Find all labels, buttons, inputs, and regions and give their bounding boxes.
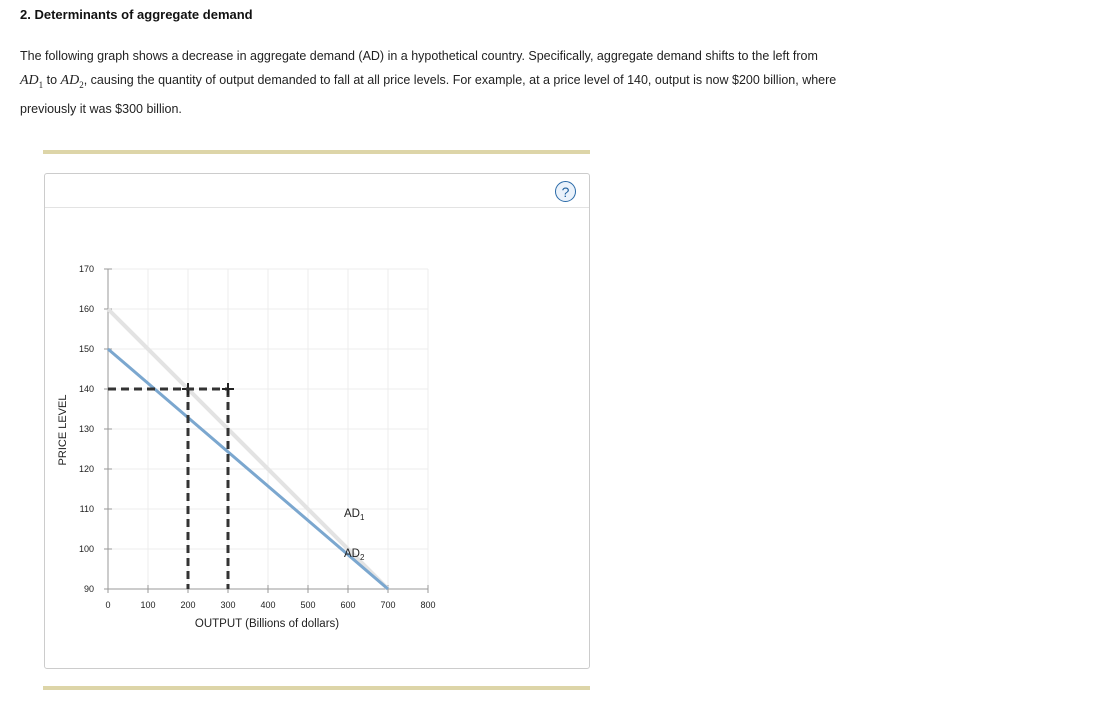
- y-tick-label: 140: [78, 384, 94, 394]
- x-tick-label: 500: [300, 600, 316, 610]
- grid-layer: [108, 269, 428, 589]
- question-text: [20, 44, 1080, 121]
- series-label-ad2: $AD_2$: [344, 548, 365, 562]
- x-tick-label: 600: [340, 600, 356, 610]
- ad-chart: [45, 174, 589, 668]
- help-button[interactable]: ?: [555, 181, 576, 202]
- series-label-ad1: $AD_1$: [344, 508, 365, 522]
- x-tick-label: 400: [260, 600, 276, 610]
- graph-panel: [44, 173, 590, 669]
- y-tick-label: 160: [78, 304, 94, 314]
- question-text-line3: previously it was $300 billion.: [20, 101, 182, 116]
- top-rule: [43, 150, 590, 154]
- ad1-symbol: $AD_1$: [20, 73, 44, 90]
- x-axis-title: OUTPUT (Billions of dollars): [194, 618, 340, 630]
- y-tick-label: 130: [78, 424, 94, 434]
- ad2-symbol: $AD_2$: [60, 73, 84, 90]
- question-text-line2: , causing the quantity of output demanded to fall at all price levels. For example, at a price level of 140, output is now $200 billion, where: [83, 73, 837, 87]
- question-heading: 2. Determinants of aggregate demand: [20, 7, 253, 22]
- x-tick-label: 100: [140, 600, 156, 610]
- question-text-line1: The following graph shows a decrease in aggregate demand (AD) in a hypothetical country. Specifically, aggregate demand shifts to the left from: [20, 49, 818, 63]
- x-tick-label: 200: [180, 600, 196, 610]
- bottom-rule: [43, 686, 590, 690]
- y-axis-title: PRICE LEVEL: [57, 394, 69, 466]
- label-layer: [344, 508, 365, 562]
- y-tick-label: 110: [79, 504, 94, 514]
- y-tick-label: 100: [78, 544, 94, 554]
- question-text-to: to: [43, 73, 61, 87]
- x-tick-label: 700: [380, 600, 396, 610]
- axis-layer: [79, 264, 436, 610]
- series-layer: [108, 309, 388, 589]
- y-tick-label: 90: [83, 584, 94, 594]
- y-tick-label: 170: [78, 264, 94, 274]
- series-line-ad1: [108, 309, 388, 589]
- y-tick-label: 150: [78, 344, 94, 354]
- y-tick-label: 120: [78, 464, 94, 474]
- x-tick-label: 300: [220, 600, 236, 610]
- x-tick-label: 0: [105, 600, 111, 610]
- x-tick-label: 800: [420, 600, 436, 610]
